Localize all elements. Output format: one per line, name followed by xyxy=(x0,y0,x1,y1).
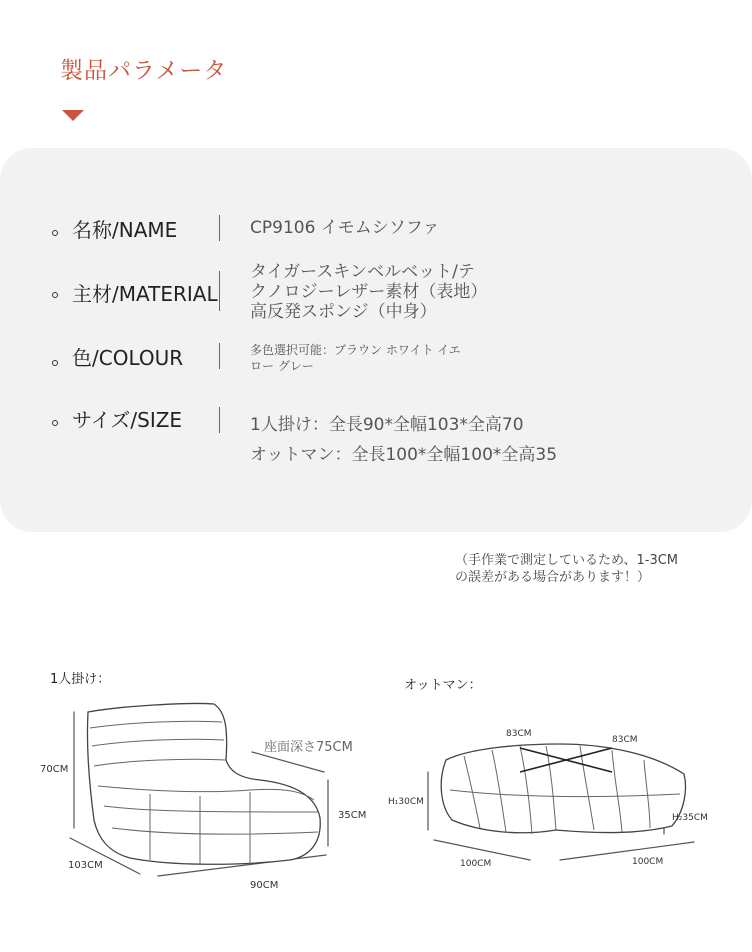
sofa-diagram xyxy=(0,690,380,900)
sofa-seat-depth-label: 座面深さ75CM xyxy=(264,740,353,755)
spec-label: サイズ/SIZE xyxy=(72,408,183,432)
ottoman-diagram xyxy=(380,720,740,880)
ottoman-top-right-label: 83CM xyxy=(612,735,638,745)
ottoman-h1-label: H₁30CM xyxy=(388,797,424,807)
sofa-seat-height-label: 35CM xyxy=(338,810,367,821)
seat-depth-dimension-line xyxy=(252,752,324,772)
title-arrow-icon xyxy=(62,110,84,121)
divider xyxy=(219,407,220,433)
bottom-right-dimension-line xyxy=(560,842,694,860)
ottoman-h2-label: H₂35CM xyxy=(672,813,708,823)
bottom-left-dimension-line xyxy=(434,840,530,860)
ottoman-bottom-left-label: 100CM xyxy=(460,859,492,869)
spec-value: 多色選択可能：ブラウン ホワイト イエ ロー グレー xyxy=(250,343,461,373)
bullet-icon xyxy=(52,292,58,298)
divider xyxy=(219,215,220,241)
bullet-icon xyxy=(52,230,58,236)
divider xyxy=(219,343,220,369)
ottoman-bottom-right-label: 100CM xyxy=(632,857,664,867)
spec-label: 主材/MATERIAL xyxy=(72,282,218,306)
measurement-note: （手作業で測定しているため、1-3CM の誤差がある場合があります！） xyxy=(455,553,679,585)
section-title: 製品パラメータ xyxy=(60,58,228,84)
ottoman-top-left-label: 83CM xyxy=(506,729,532,739)
sofa-length-label: 90CM xyxy=(250,880,279,891)
ottoman-caption: オットマン： xyxy=(404,678,482,693)
spec-label: 名称/NAME xyxy=(72,218,178,242)
spec-value: CP9106 イモムシソファ xyxy=(250,218,440,238)
bullet-icon xyxy=(52,420,58,426)
sofa-width-label: 103CM xyxy=(68,860,103,871)
spec-value: 1人掛け：全長90*全幅103*全高70 オットマン：全長100*全幅100*全高35 xyxy=(250,415,558,465)
sofa-outline xyxy=(87,703,320,864)
sofa-height-label: 70CM xyxy=(40,764,69,775)
spec-panel xyxy=(0,148,752,532)
bullet-icon xyxy=(52,360,58,366)
sofa-caption: 1人掛け： xyxy=(50,672,111,687)
spec-value: タイガースキンベルベット/テ クノロジーレザー素材（表地） 高反発スポンジ（中身） xyxy=(250,262,488,322)
spec-label: 色/COLOUR xyxy=(72,346,184,370)
divider xyxy=(219,271,220,311)
